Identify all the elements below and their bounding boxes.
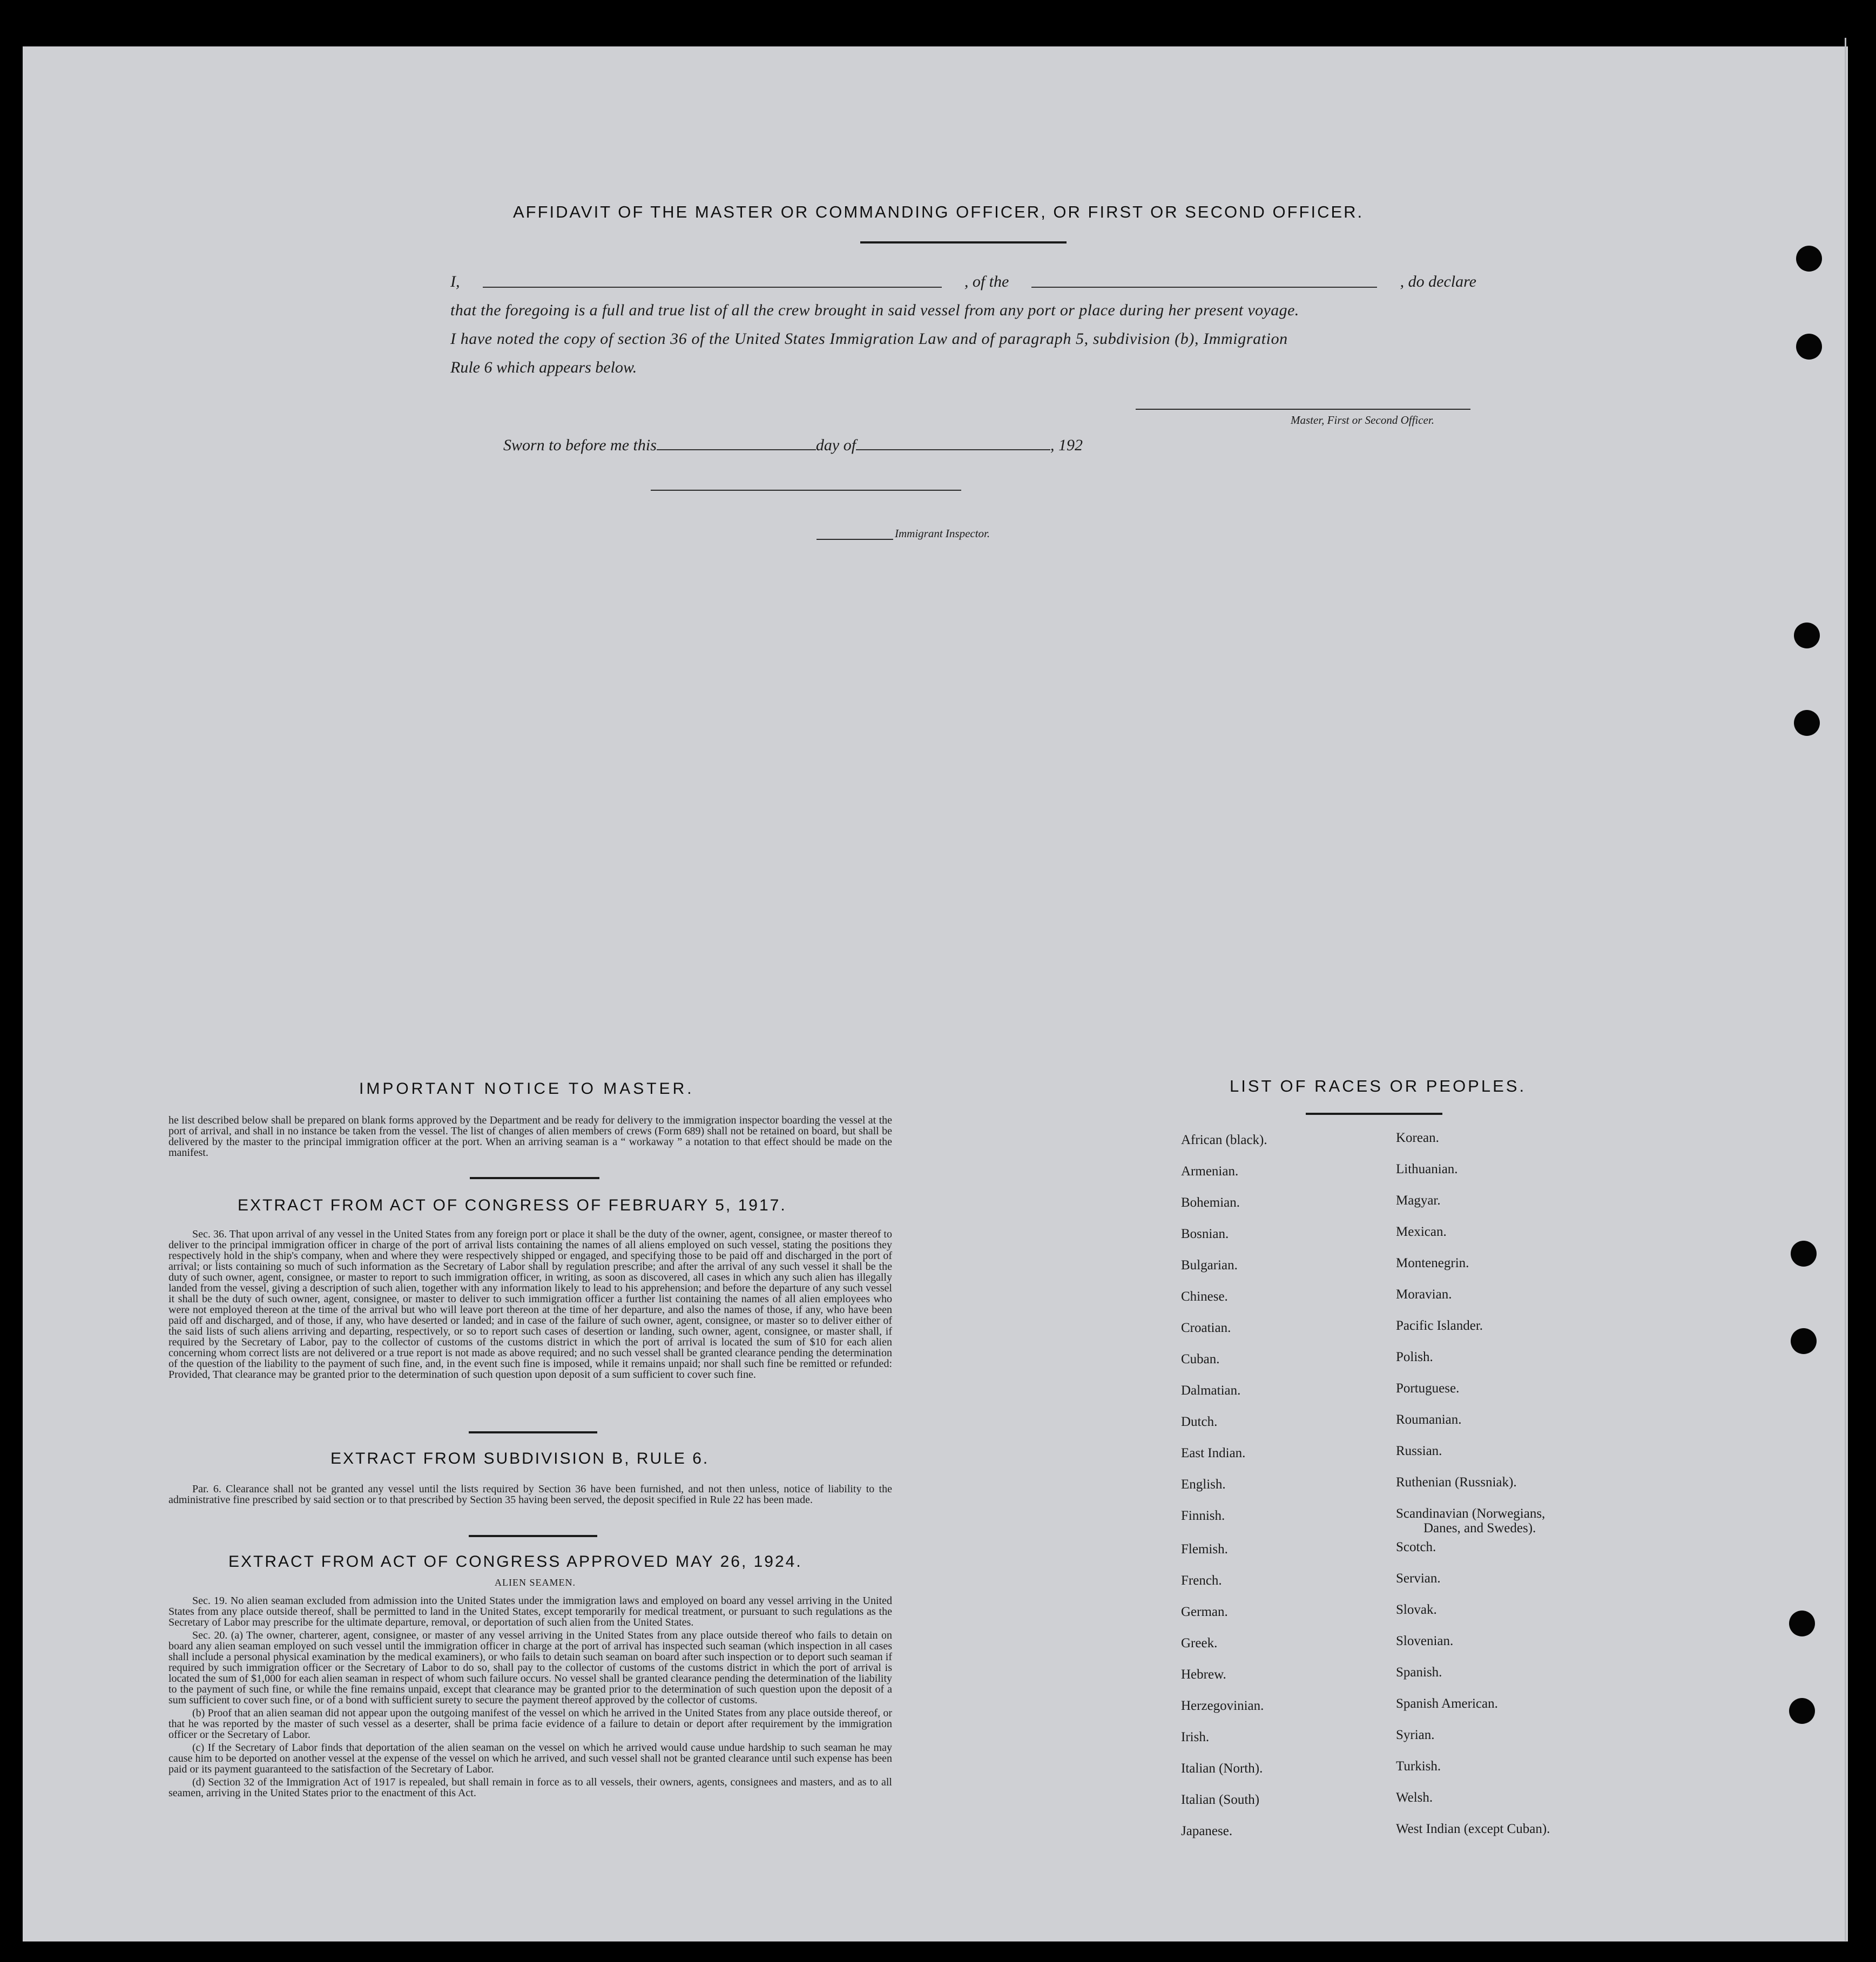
extract-1924-text — [168, 1595, 892, 1801]
race-item: West Indian (except Cuban). — [1396, 1822, 1550, 1836]
race-item: Greek. — [1181, 1636, 1218, 1650]
of-the-label: , of the — [964, 273, 1009, 290]
race-item: Korean. — [1396, 1131, 1439, 1145]
race-item: Moravian. — [1396, 1287, 1452, 1302]
inspector-signature-line — [651, 490, 961, 491]
race-item: Dalmatian. — [1181, 1383, 1241, 1398]
race-item: Hebrew. — [1181, 1667, 1226, 1682]
binder-hole — [1796, 246, 1822, 272]
section-36-paragraph: Sec. 36. That upon arrival of any vessel in the United States from any foreign port or place it shall be the duty of the owner, agent, consignee, or master thereof to deliver to the principal immigration officer in charge of the port of arrival lists containing the names of all aliens employed on such vessel, stating the positions they respectively hold in the ship's company, when and where they were respectively shipped or engaged, and specifying those to be paid off and discharged in the port of arrival; or lists containing so much of such information as the Secretary of Labor shall by regulation prescribe; and after the arrival of any such vessel it shall be the duty of such owner, agent, consignee, or master to report to such immigration officer, in writing, as soon as discovered, all cases in which any such alien has illegally landed from the vessel, giving a description of such alien, together with any information likely to lead to his apprehension; and before the departure of any such vessel it shall be the duty of such owner, agent, consignee, or master to deliver to such immigration officer a further list containing the names of all alien employees who were not employed thereon at the time of the arrival but who will leave port thereon at the time of her departure, and also the names of those, if any, who have been paid off and discharged, and of those, if any, who have deserted or landed; and in case of the failure of such owner, agent, consignee, or master so to deliver either of the said lists of such aliens arriving and departing, respectively, or so to report such cases of desertion or landing, such owner, agent, consignee, or master shall, if required by the Secretary of Labor, pay to the collector of customs of the customs district in which the port of arrival is located the sum of $10 for each alien concerning whom correct lists are not delivered or a true report is not made as above required; and no such vessel shall be granted clearance pending the determination of the question of the liability to the payment of such fine, and, in the event such fine is imposed, while it remains unpaid; nor shall such fine be remitted or refunded: Provided, That clearance may be granted prior to the determination of such question upon deposit of a sum sufficient to cover such fine. — [168, 1228, 892, 1381]
extract-1924-title: EXTRACT FROM ACT OF CONGRESS APPROVED MAY 26, 1924. — [228, 1553, 802, 1571]
race-item: Chinese. — [1181, 1289, 1228, 1304]
race-item: Italian (South) — [1181, 1792, 1260, 1807]
race-item: Spanish. — [1396, 1665, 1442, 1680]
rule-6-rule — [469, 1535, 597, 1537]
alien-seamen-subtitle: ALIEN SEAMEN. — [495, 1577, 576, 1588]
extract-1917-title: EXTRACT FROM ACT OF CONGRESS OF FEBRUARY 5, 1917. — [238, 1196, 787, 1214]
race-item: Armenian. — [1181, 1164, 1239, 1179]
affidavit-title: AFFIDAVIT OF THE MASTER OR COMMANDING OFFICER, OR FIRST OR SECOND OFFICER. — [513, 202, 1364, 221]
race-item: English. — [1181, 1477, 1226, 1492]
rule-6-title: EXTRACT FROM SUBDIVISION B, RULE 6. — [330, 1450, 710, 1467]
race-item: Lithuanian. — [1396, 1162, 1458, 1176]
extract-1917-text — [168, 1229, 892, 1382]
race-item: Cuban. — [1181, 1352, 1220, 1366]
declaration-line-2: that the foregoing is a full and true list of all the crew brought in said vessel from any port or place during her present voyage. — [450, 301, 1299, 319]
do-declare-label: , do declare — [1400, 273, 1476, 290]
race-item: Welsh. — [1396, 1790, 1433, 1805]
race-item: Dutch. — [1181, 1415, 1218, 1429]
race-item: Ruthenian (Russniak). — [1396, 1475, 1517, 1490]
race-item-continuation: Danes, and Swedes). — [1423, 1521, 1536, 1535]
notice-paragraph: he list described below shall be prepared on blank forms approved by the Department and be ready for delivery to the immigration inspector boarding the vessel at the port of arrival, and shall in no instance be taken from the vessel. The list of changes of alien members of crews (Form 689) shall not be retained on board, but shall be delivered by the master to the principal immigration officer at the port. When an arriving seaman is a “ workaway ” a notation to that effect should be made on the manifest. — [168, 1114, 892, 1159]
race-item: Italian (North). — [1181, 1761, 1263, 1776]
declaration-text — [450, 267, 1476, 382]
declarant-name-label: I, — [450, 273, 460, 290]
master-signature-caption: Master, First or Second Officer. — [1291, 414, 1434, 427]
sworn-day-blank — [657, 449, 816, 450]
race-item: Japanese. — [1181, 1824, 1233, 1838]
race-item: Flemish. — [1181, 1542, 1228, 1557]
race-item: Bulgarian. — [1181, 1258, 1238, 1273]
sworn-label: Sworn to before me this — [503, 436, 657, 454]
races-title: LIST OF RACES OR PEOPLES. — [1230, 1077, 1527, 1095]
race-item: Finnish. — [1181, 1508, 1225, 1523]
race-item: Mexican. — [1396, 1224, 1447, 1239]
sworn-line — [503, 436, 1083, 455]
race-item: Spanish American. — [1396, 1696, 1498, 1711]
declaration-line-4: Rule 6 which appears below. — [450, 358, 637, 376]
sec-20c-paragraph: (c) If the Secretary of Labor finds that deportation of the alien seaman on the vessel on which he arrived would cause undue hardship to such seaman he may cause him to be deported on another vessel at the expense of the vessel on which he arrived, and such vessel shall not be granted clearance until such expense has been paid or its payment guaranteed to the satisfaction of the Secretary of Labor. — [168, 1742, 892, 1775]
page-edge-line — [1845, 38, 1846, 1941]
race-item: East Indian. — [1181, 1446, 1246, 1460]
notice-rule — [470, 1177, 599, 1179]
binder-hole — [1791, 1328, 1817, 1354]
race-item: Servian. — [1396, 1571, 1441, 1586]
race-item: Herzegovinian. — [1181, 1699, 1264, 1713]
year-label: , 192 — [1050, 436, 1083, 454]
races-title-rule — [1306, 1113, 1442, 1115]
race-item: Slovenian. — [1396, 1634, 1454, 1648]
affidavit-title-rule — [860, 241, 1067, 243]
sec-20d-paragraph: (d) Section 32 of the Immigration Act of 1917 is repealed, but shall remain in force as to all vessels, their owners, agents, consignees and masters, and as to all seamen, arriving in the United States prior to the enactment of this Act. — [168, 1776, 892, 1799]
vessel-name-blank — [1031, 267, 1377, 288]
race-item: Magyar. — [1396, 1193, 1441, 1208]
race-item: Russian. — [1396, 1444, 1442, 1458]
race-item: German. — [1181, 1605, 1228, 1619]
race-item: Portuguese. — [1396, 1381, 1460, 1396]
rule-6-text — [168, 1484, 892, 1507]
race-item: African (black). — [1181, 1133, 1267, 1147]
binder-hole — [1791, 1241, 1817, 1267]
race-item: Croatian. — [1181, 1321, 1231, 1335]
race-item: Polish. — [1396, 1350, 1433, 1364]
extract-1917-rule — [469, 1431, 597, 1433]
par-6-paragraph: Par. 6. Clearance shall not be granted any vessel until the lists required by Section 36 have been furnished, and not then unless, notice of liability to the administrative fine prescribed by said section or to that prescribed by Section 35 having been served, the deposit specified in Rule 22 has been made. — [168, 1483, 892, 1506]
race-item: Irish. — [1181, 1730, 1210, 1744]
race-item: Scotch. — [1396, 1540, 1436, 1554]
notice-text — [168, 1115, 892, 1160]
binder-hole — [1794, 623, 1820, 648]
race-item: Bosnian. — [1181, 1227, 1229, 1241]
inspector-prefix-line — [816, 539, 893, 540]
declaration-line-3: I have noted the copy of section 36 of the United States Immigration Law and of paragraph 5, subdivision (b), Immigration — [450, 330, 1288, 348]
binder-hole — [1796, 334, 1822, 360]
sec-19-paragraph: Sec. 19. No alien seaman excluded from admission into the United States under the immigration laws and employed on board any vessel arriving in the United States from any place outside thereof, shall be permitted to land in the United States, except temporarily for medical treatment, or pursuant to such regulations as the Secretary of Labor may prescribe for the ultimate departure, removal, or deportation of such alien from the United States. — [168, 1595, 892, 1628]
race-item: Pacific Islander. — [1396, 1318, 1483, 1333]
sworn-month-blank — [856, 449, 1050, 450]
declarant-name-blank — [483, 267, 942, 288]
sec-20a-paragraph: Sec. 20. (a) The owner, charterer, agent, consignee, or master of any vessel arriving in the United States from any place outside thereof who fails to detain on board any alien seaman employed on such vessel until the immigration officer in charge at the port of arrival has inspected such seaman (which inspection in all cases shall include a personal physical examination by the medical examiners), or who fails to detain such seaman on board after such inspection or to deport such seaman if required by such immigration officer or the Secretary of Labor to do so, shall pay to the collector of customs of the customs district in which the port of arrival is located the sum of $1,000 for each alien seaman in respect of whom such failure occurs. No vessel shall be granted clearance pending the determination of the liability to the payment of such fine, or while the fine remains unpaid, except that clearance may be granted prior to the determination of such question upon the deposit of a sum sufficient to cover such fine, or of a bond with sufficient surety to secure the payment thereof approved by the collector of customs. — [168, 1629, 892, 1706]
race-item: Roumanian. — [1396, 1412, 1462, 1427]
race-item: Montenegrin. — [1396, 1256, 1469, 1270]
binder-hole — [1789, 1611, 1815, 1636]
race-item: French. — [1181, 1573, 1222, 1588]
binder-hole — [1794, 710, 1820, 736]
inspector-caption: Immigrant Inspector. — [895, 527, 990, 540]
day-of-label: day of — [815, 436, 856, 454]
race-item: Scandinavian (Norwegians, — [1396, 1506, 1546, 1521]
sec-20b-paragraph: (b) Proof that an alien seaman did not appear upon the outgoing manifest of the vessel on which he arrived in the United States from any place outside thereof, or that he was reported by the master of such vessel as a deserter, shall be prima facie evidence of a failure to detain or deport after requirement by the immigration officer or the Secretary of Labor. — [168, 1707, 892, 1741]
binder-hole — [1789, 1698, 1815, 1724]
notice-title: IMPORTANT NOTICE TO MASTER. — [359, 1080, 694, 1098]
race-item: Turkish. — [1396, 1759, 1441, 1774]
race-item: Syrian. — [1396, 1728, 1435, 1742]
master-signature-line — [1136, 409, 1470, 410]
race-item: Bohemian. — [1181, 1195, 1240, 1210]
race-item: Slovak. — [1396, 1602, 1437, 1617]
